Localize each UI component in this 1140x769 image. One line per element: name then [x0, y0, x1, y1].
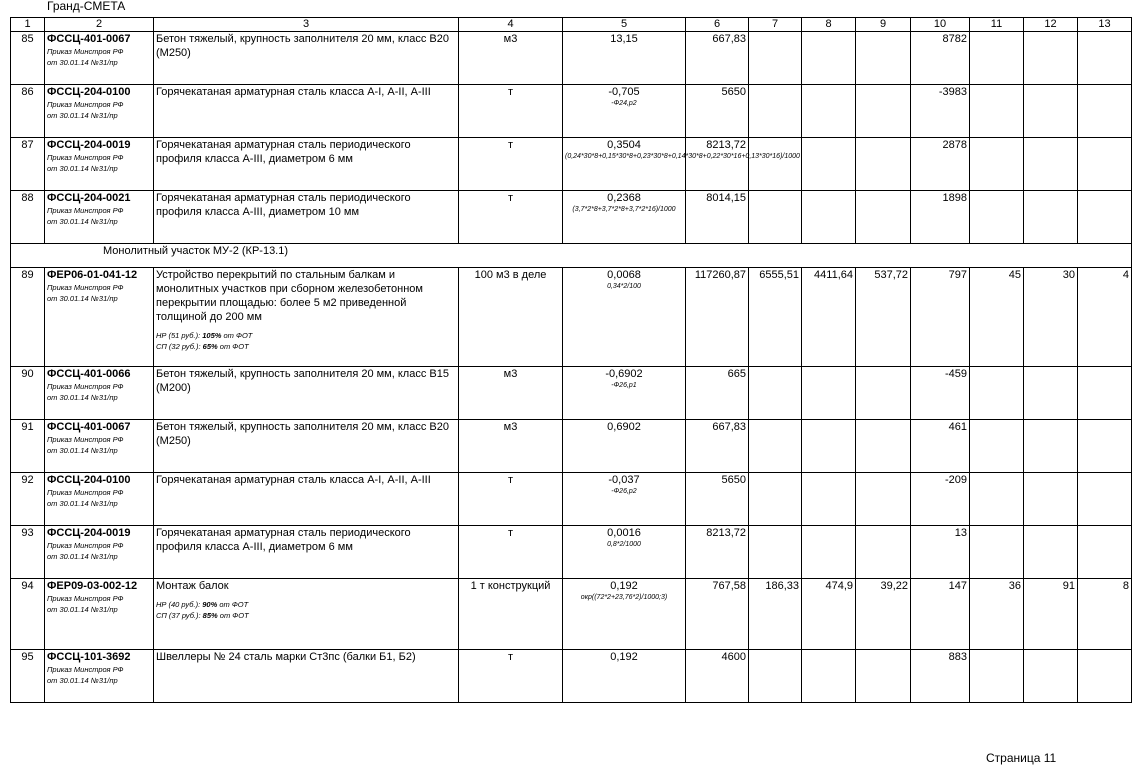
cell-col11 [970, 367, 1024, 420]
table-row [11, 579, 1132, 650]
order-date: от 30.01.14 №31/пр [47, 393, 118, 402]
quantity-cell [563, 526, 686, 579]
resource-code-cell [45, 579, 154, 650]
total-cost: 2878 [911, 138, 970, 191]
resource-code-cell [45, 473, 154, 526]
unit-price: 8213,72 [686, 526, 749, 579]
unit-price: 117260,87 [686, 268, 749, 367]
resource-code: ФССЦ-401-0067 [47, 33, 131, 45]
unit: м3 [459, 367, 563, 420]
table-row [11, 85, 1132, 138]
overhead-label: НР (51 руб.): [156, 331, 203, 340]
resource-code: ФЕР09-03-002-12 [47, 580, 138, 592]
total-cost: 1898 [911, 191, 970, 244]
column-header: 13 [1078, 18, 1132, 32]
item-name: Бетон тяжелый, крупность заполнителя 20 мм, класс В20 (М250) [154, 32, 459, 85]
cell-col7: 186,33 [749, 579, 802, 650]
cell-col7 [749, 367, 802, 420]
overhead-note [156, 599, 456, 610]
order-date: от 30.01.14 №31/пр [47, 58, 118, 67]
cell-col8: 474,9 [802, 579, 856, 650]
column-header: 9 [856, 18, 911, 32]
order-reference: Приказ Минстроя РФ [47, 100, 124, 109]
resource-code: ФССЦ-204-0021 [47, 192, 131, 204]
cell-col8 [802, 191, 856, 244]
resource-code-cell [45, 191, 154, 244]
resource-code-cell [45, 268, 154, 367]
cell-col8 [802, 473, 856, 526]
overhead-percent: 90% [202, 600, 218, 609]
order-reference: Приказ Минстроя РФ [47, 206, 124, 215]
cell-col11 [970, 138, 1024, 191]
cell-col9 [856, 138, 911, 191]
order-date: от 30.01.14 №31/пр [47, 217, 118, 226]
quantity: 0,2368 [607, 192, 641, 204]
resource-code-cell [45, 526, 154, 579]
unit-price: 5650 [686, 85, 749, 138]
item-name: Горячекатаная арматурная сталь периодического профиля класса А-III, диаметром 6 мм [154, 138, 459, 191]
cell-col13 [1078, 138, 1132, 191]
quantity-cell [563, 268, 686, 367]
cell-col12: 91 [1024, 579, 1078, 650]
order-reference: Приказ Минстроя РФ [47, 382, 124, 391]
unit: т [459, 191, 563, 244]
cell-col11 [970, 191, 1024, 244]
quantity-formula: окр((72*2+23,76*2)/1000;3) [580, 594, 668, 601]
unit: т [459, 85, 563, 138]
row-number: 90 [11, 367, 45, 420]
order-date: от 30.01.14 №31/пр [47, 552, 118, 561]
cell-col9 [856, 650, 911, 703]
cell-col7 [749, 138, 802, 191]
row-number: 94 [11, 579, 45, 650]
profit-label: СП (37 руб.): [156, 611, 203, 620]
total-cost: -459 [911, 367, 970, 420]
cell-col9 [856, 473, 911, 526]
resource-code: ФССЦ-204-0019 [47, 139, 131, 151]
column-header: 11 [970, 18, 1024, 32]
overhead-label: НР (40 руб.): [156, 600, 203, 609]
row-number: 95 [11, 650, 45, 703]
quantity-formula: 0,8*2/1000 [607, 541, 641, 548]
order-date: от 30.01.14 №31/пр [47, 446, 118, 455]
unit-price: 8213,72 [686, 138, 749, 191]
unit-price: 767,58 [686, 579, 749, 650]
quantity: 0,192 [610, 651, 638, 663]
cell-col7 [749, 191, 802, 244]
overhead-basis: от ФОТ [221, 331, 253, 340]
quantity: -0,037 [608, 474, 640, 486]
quantity: -0,6902 [605, 368, 643, 380]
quantity: -0,705 [608, 86, 640, 98]
table-row [11, 138, 1132, 191]
cell-col12 [1024, 420, 1078, 473]
quantity: 0,0068 [607, 269, 641, 281]
table-row [11, 473, 1132, 526]
quantity-formula: -Ф26,р2 [611, 488, 637, 495]
cell-col9 [856, 526, 911, 579]
unit-price: 8014,15 [686, 191, 749, 244]
cell-col13: 4 [1078, 268, 1132, 367]
document-title: Гранд-СМЕТА [47, 0, 126, 13]
cell-col11 [970, 650, 1024, 703]
overhead-note [156, 330, 456, 341]
item-name: Бетон тяжелый, крупность заполнителя 20 мм, класс В15 (М200) [154, 367, 459, 420]
cell-col8 [802, 420, 856, 473]
row-number: 88 [11, 191, 45, 244]
quantity-cell [563, 579, 686, 650]
unit: т [459, 138, 563, 191]
cell-col11 [970, 32, 1024, 85]
quantity: 13,15 [610, 33, 638, 45]
column-header: 4 [459, 18, 563, 32]
table-row [11, 32, 1132, 85]
cell-col12 [1024, 138, 1078, 191]
resource-code-cell [45, 138, 154, 191]
quantity-formula: (3,7*2*8+3,7*2*8+3,7*2*16)/1000 [572, 206, 676, 213]
cell-col8 [802, 85, 856, 138]
cell-col11: 36 [970, 579, 1024, 650]
unit: м3 [459, 420, 563, 473]
cell-col8 [802, 650, 856, 703]
order-reference: Приказ Минстроя РФ [47, 594, 124, 603]
row-number: 87 [11, 138, 45, 191]
cell-col9: 537,72 [856, 268, 911, 367]
item-name: Швеллеры № 24 сталь марки Ст3пс (балки Б1, Б2) [154, 650, 459, 703]
cell-col12 [1024, 85, 1078, 138]
profit-percent: 65% [202, 342, 218, 351]
cell-col7: 6555,51 [749, 268, 802, 367]
quantity: 0,0016 [607, 527, 641, 539]
cell-col9 [856, 420, 911, 473]
unit: 1 т конструкций [459, 579, 563, 650]
resource-code-cell [45, 650, 154, 703]
column-header: 10 [911, 18, 970, 32]
column-header: 5 [563, 18, 686, 32]
quantity-cell [563, 85, 686, 138]
column-header: 3 [154, 18, 459, 32]
unit-price: 667,83 [686, 420, 749, 473]
overhead-notes [156, 599, 456, 621]
profit-basis: от ФОТ [217, 342, 249, 351]
cell-col8 [802, 367, 856, 420]
profit-percent: 85% [202, 611, 218, 620]
row-number: 93 [11, 526, 45, 579]
total-cost: 461 [911, 420, 970, 473]
unit: т [459, 526, 563, 579]
cell-col12 [1024, 367, 1078, 420]
cell-col12 [1024, 650, 1078, 703]
resource-code: ФССЦ-204-0019 [47, 527, 131, 539]
unit-price: 667,83 [686, 32, 749, 85]
total-cost: 883 [911, 650, 970, 703]
section-row [11, 244, 1132, 268]
order-date: от 30.01.14 №31/пр [47, 164, 118, 173]
quantity-formula: -Ф26,р1 [611, 382, 637, 389]
total-cost: 147 [911, 579, 970, 650]
cell-col11 [970, 526, 1024, 579]
cell-col13 [1078, 650, 1132, 703]
quantity-cell [563, 32, 686, 85]
order-reference: Приказ Минстроя РФ [47, 283, 124, 292]
cell-col12 [1024, 32, 1078, 85]
item-name-cell [154, 579, 459, 650]
table-row [11, 650, 1132, 703]
quantity: 0,3504 [607, 139, 641, 151]
item-name: Монтаж балок [156, 580, 229, 592]
profit-note [156, 341, 456, 352]
total-cost: -209 [911, 473, 970, 526]
unit-price: 665 [686, 367, 749, 420]
unit-price: 5650 [686, 473, 749, 526]
cell-col11: 45 [970, 268, 1024, 367]
section-title: Монолитный участок МУ-2 (КР-13.1) [11, 244, 1132, 268]
cell-col13 [1078, 420, 1132, 473]
cell-col13 [1078, 473, 1132, 526]
estimate-table [10, 17, 1132, 703]
cell-col13 [1078, 191, 1132, 244]
page-number: Страница 11 [986, 751, 1057, 765]
resource-code: ФССЦ-401-0067 [47, 421, 131, 433]
cell-col13 [1078, 367, 1132, 420]
order-date: от 30.01.14 №31/пр [47, 499, 118, 508]
order-reference: Приказ Минстроя РФ [47, 47, 124, 56]
order-reference: Приказ Минстроя РФ [47, 665, 124, 674]
unit: м3 [459, 32, 563, 85]
profit-label: СП (32 руб.): [156, 342, 203, 351]
quantity-cell [563, 473, 686, 526]
cell-col13 [1078, 32, 1132, 85]
column-header: 8 [802, 18, 856, 32]
table-row [11, 367, 1132, 420]
quantity-formula: 0,34*2/100 [607, 283, 641, 290]
row-number: 85 [11, 32, 45, 85]
cell-col7 [749, 32, 802, 85]
quantity-formula: (0,24*30*8+0,15*30*8+0,23*30*8+0,14*30*8+0,22*30*16+0,13*30*16)/1000 [565, 153, 800, 160]
unit: т [459, 473, 563, 526]
item-name: Устройство перекрытий по стальным балкам и монолитных участков при сборном железобетонном перекрытии площадью: более 5 м2 приведенной толщиной до 200 мм [156, 269, 423, 323]
resource-code-cell [45, 420, 154, 473]
cell-col7 [749, 85, 802, 138]
table-row [11, 191, 1132, 244]
cell-col9 [856, 85, 911, 138]
unit: 100 м3 в деле [459, 268, 563, 367]
total-cost: 8782 [911, 32, 970, 85]
cell-col7 [749, 526, 802, 579]
order-reference: Приказ Минстроя РФ [47, 435, 124, 444]
resource-code: ФЕР06-01-041-12 [47, 269, 138, 281]
cell-col11 [970, 85, 1024, 138]
resource-code-cell [45, 32, 154, 85]
unit-price: 4600 [686, 650, 749, 703]
cell-col8 [802, 526, 856, 579]
column-header: 7 [749, 18, 802, 32]
cell-col7 [749, 420, 802, 473]
overhead-notes [156, 330, 456, 352]
order-date: от 30.01.14 №31/пр [47, 294, 118, 303]
total-cost: 797 [911, 268, 970, 367]
cell-col9 [856, 32, 911, 85]
cell-col9 [856, 191, 911, 244]
profit-basis: от ФОТ [217, 611, 249, 620]
row-number: 92 [11, 473, 45, 526]
quantity: 0,6902 [607, 421, 641, 433]
total-cost: -3983 [911, 85, 970, 138]
row-number: 89 [11, 268, 45, 367]
cell-col12 [1024, 191, 1078, 244]
quantity-cell [563, 191, 686, 244]
profit-note [156, 610, 456, 621]
overhead-percent: 105% [202, 331, 222, 340]
column-header: 12 [1024, 18, 1078, 32]
cell-col13 [1078, 85, 1132, 138]
cell-col13 [1078, 526, 1132, 579]
resource-code: ФССЦ-401-0066 [47, 368, 131, 380]
resource-code: ФССЦ-204-0100 [47, 474, 131, 486]
total-cost: 13 [911, 526, 970, 579]
column-header: 6 [686, 18, 749, 32]
order-date: от 30.01.14 №31/пр [47, 676, 118, 685]
row-number: 91 [11, 420, 45, 473]
row-number: 86 [11, 85, 45, 138]
item-name: Горячекатаная арматурная сталь периодического профиля класса А-III, диаметром 6 мм [154, 526, 459, 579]
quantity-cell [563, 420, 686, 473]
column-header: 2 [45, 18, 154, 32]
order-reference: Приказ Минстроя РФ [47, 488, 124, 497]
quantity: 0,192 [610, 580, 638, 592]
item-name: Горячекатаная арматурная сталь класса А-I, А-II, А-III [154, 85, 459, 138]
cell-col12 [1024, 526, 1078, 579]
item-name: Горячекатаная арматурная сталь периодического профиля класса А-III, диаметром 10 мм [154, 191, 459, 244]
order-reference: Приказ Минстроя РФ [47, 153, 124, 162]
cell-col9: 39,22 [856, 579, 911, 650]
resource-code-cell [45, 367, 154, 420]
quantity-formula: -Ф24,р2 [611, 100, 637, 107]
cell-col7 [749, 473, 802, 526]
item-name: Бетон тяжелый, крупность заполнителя 20 мм, класс В20 (М250) [154, 420, 459, 473]
column-number-header [11, 18, 1132, 32]
order-date: от 30.01.14 №31/пр [47, 605, 118, 614]
cell-col11 [970, 473, 1024, 526]
order-reference: Приказ Минстроя РФ [47, 541, 124, 550]
overhead-basis: от ФОТ [217, 600, 249, 609]
table-row [11, 526, 1132, 579]
cell-col8 [802, 32, 856, 85]
cell-col7 [749, 650, 802, 703]
cell-col8: 4411,64 [802, 268, 856, 367]
table-row [11, 268, 1132, 367]
item-name-cell [154, 268, 459, 367]
cell-col12: 30 [1024, 268, 1078, 367]
quantity-cell [563, 650, 686, 703]
item-name: Горячекатаная арматурная сталь класса А-I, А-II, А-III [154, 473, 459, 526]
cell-col8 [802, 138, 856, 191]
resource-code: ФССЦ-204-0100 [47, 86, 131, 98]
cell-col13: 8 [1078, 579, 1132, 650]
column-header: 1 [11, 18, 45, 32]
cell-col9 [856, 367, 911, 420]
order-date: от 30.01.14 №31/пр [47, 111, 118, 120]
cell-col12 [1024, 473, 1078, 526]
quantity-cell [563, 367, 686, 420]
resource-code: ФССЦ-101-3692 [47, 651, 131, 663]
unit: т [459, 650, 563, 703]
table-row [11, 420, 1132, 473]
cell-col11 [970, 420, 1024, 473]
resource-code-cell [45, 85, 154, 138]
